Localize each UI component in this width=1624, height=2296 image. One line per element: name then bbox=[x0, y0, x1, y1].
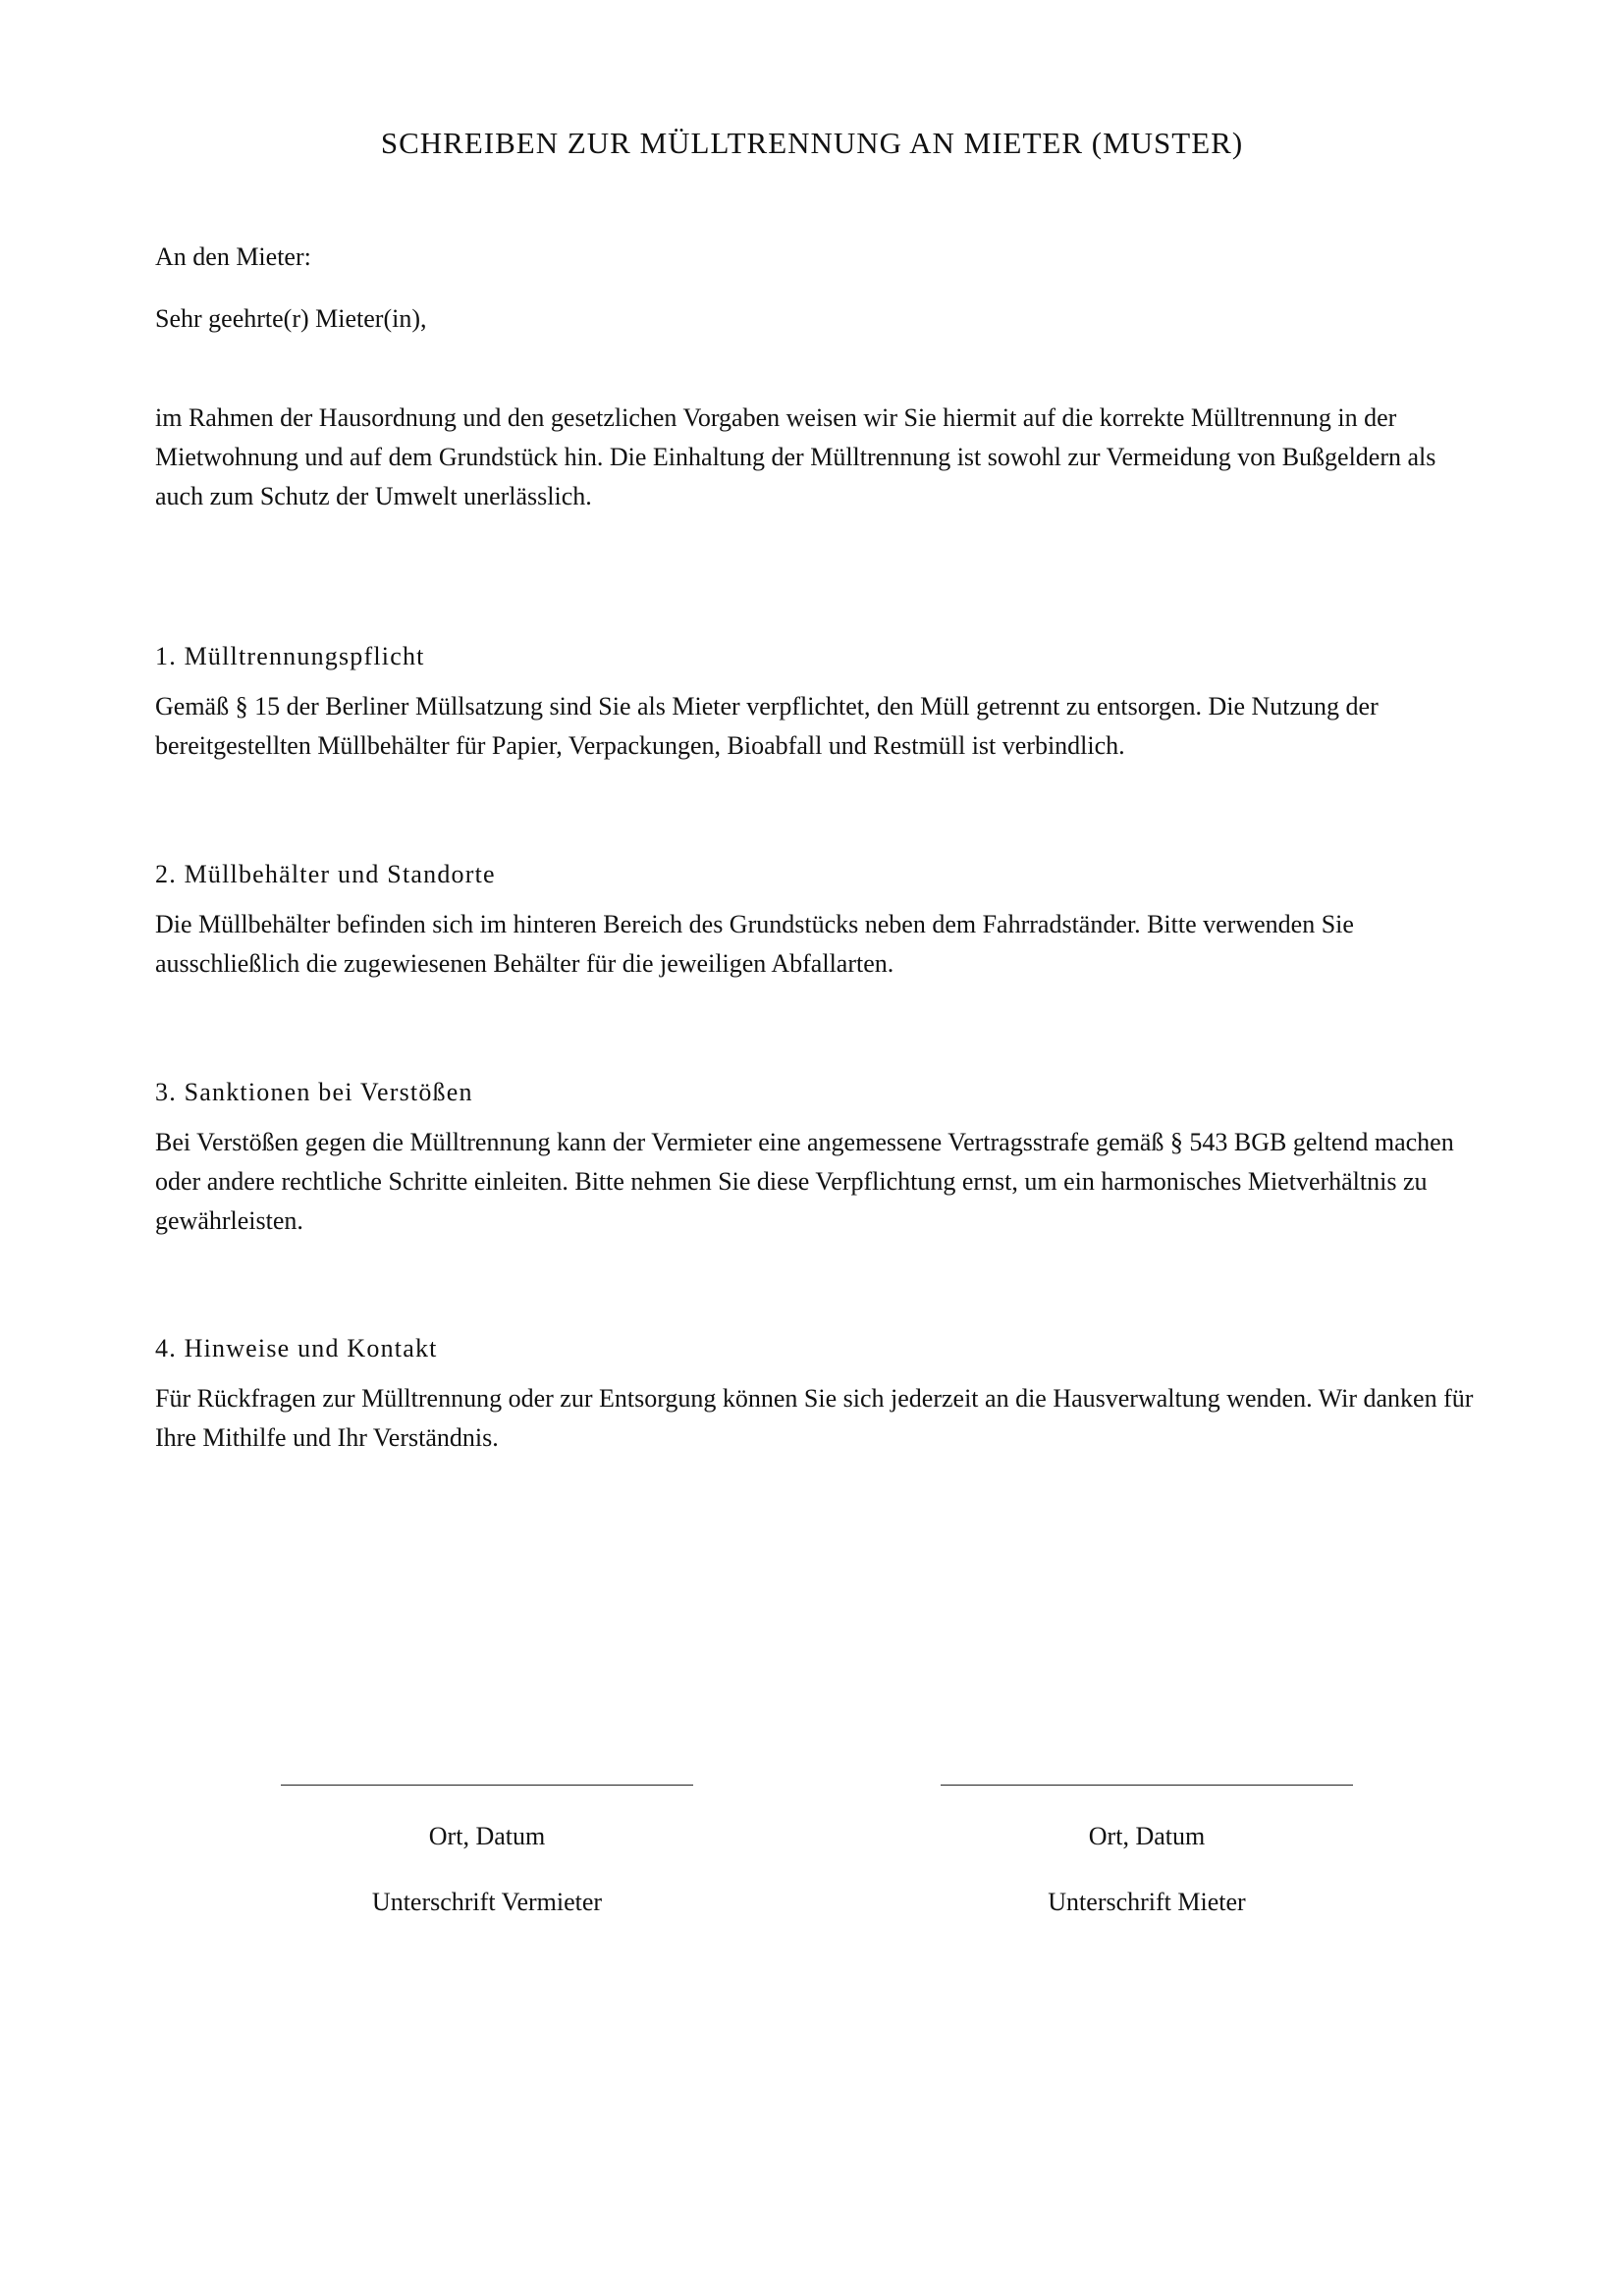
section-1-body: Gemäß § 15 der Berliner Müllsatzung sind Sie als Mieter verpflichtet, den Müll getrennt zu entsorgen. Die Nutzung der bereitgestellten Müllbehälter für Papier, Verpackungen, Bioabfall und Restmüll ist verbindlich. bbox=[155, 692, 1379, 760]
landlord-signature-line[interactable] bbox=[281, 1785, 693, 1786]
section-1-heading: 1. Mülltrennungspflicht bbox=[155, 642, 425, 670]
section-4-body: Für Rückfragen zur Mülltrennung oder zur Entsorgung können Sie sich jederzeit an die Hausverwaltung wenden. Wir danken für Ihre Mithilfe und Ihr Verständnis. bbox=[155, 1384, 1474, 1452]
section-4-heading: 4. Hinweise und Kontakt bbox=[155, 1334, 438, 1362]
section-2-body: Die Müllbehälter befinden sich im hinteren Bereich des Grundstücks neben dem Fahrradständer. Bitte verwenden Sie ausschließlich die zugewiesenen Behälter für die jeweiligen Abfallarten. bbox=[155, 910, 1354, 978]
tenant-place-date: Ort, Datum bbox=[1088, 1822, 1206, 1850]
document-title: SCHREIBEN ZUR MÜLLTRENNUNG AN MIETER (MUSTER) bbox=[380, 126, 1244, 160]
section-2-heading: 2. Müllbehälter und Standorte bbox=[155, 860, 496, 888]
recipient-label: An den Mieter: bbox=[155, 242, 311, 271]
tenant-signature-label: Unterschrift Mieter bbox=[1048, 1888, 1246, 1916]
tenant-signature-line[interactable] bbox=[941, 1785, 1353, 1786]
landlord-signature-label: Unterschrift Vermieter bbox=[371, 1888, 603, 1916]
salutation: Sehr geehrte(r) Mieter(in), bbox=[155, 304, 427, 333]
landlord-place-date: Ort, Datum bbox=[428, 1822, 546, 1850]
section-3-body: Bei Verstößen gegen die Mülltrennung kann der Vermieter eine angemessene Vertragsstrafe gemäß § 543 BGB geltend machen oder andere rechtliche Schritte einleiten. Bitte nehmen Sie diese Verpflichtung ernst, um ein harmonisches Mietverhältnis zu gewährleisten. bbox=[155, 1128, 1454, 1235]
intro-paragraph: im Rahmen der Hausordnung und den gesetzlichen Vorgaben weisen wir Sie hiermit auf die korrekte Mülltrennung in der Mietwohnung und auf dem Grundstück hin. Die Einhaltung der Mülltrennung ist sowohl zur Vermeidung von Bußgeldern als auch zum Schutz der Umwelt unerlässlich. bbox=[155, 403, 1436, 510]
section-3-heading: 3. Sanktionen bei Verstößen bbox=[155, 1078, 473, 1106]
